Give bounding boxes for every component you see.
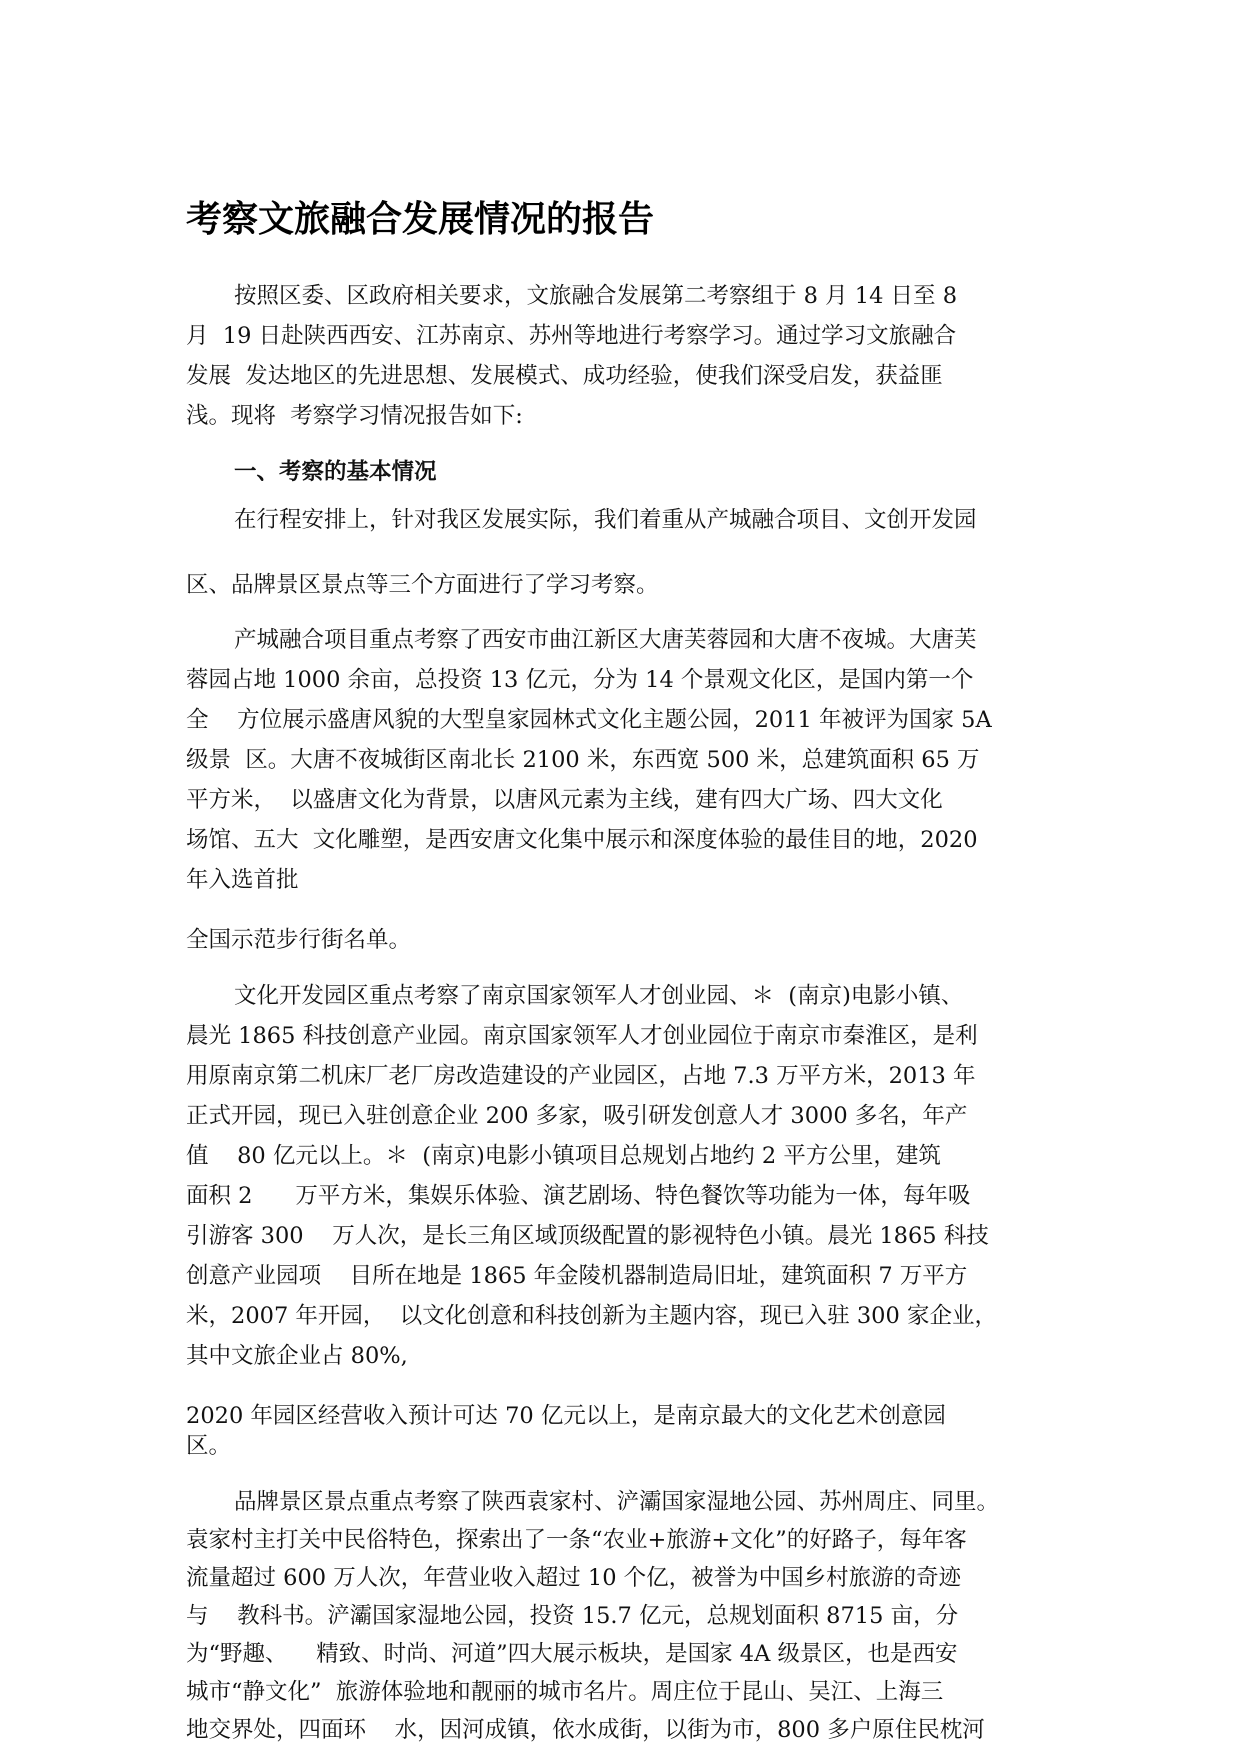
paragraph-line: 场馆、五大 文化雕塑，是西安唐文化集中展示和深度体验的最佳目的地，2020 xyxy=(186,827,978,853)
section-heading: 一、考察的基本情况 xyxy=(234,459,437,485)
paragraph-line: 2020 年园区经营收入预计可达 70 亿元以上，是南京最大的文化艺术创意园 xyxy=(186,1403,946,1429)
paragraph-line: 全 方位展示盛唐风貌的大型皇家园林式文化主题公园，2011 年被评为国家 5A xyxy=(186,707,992,733)
paragraph-line: 值 80 亿元以上。＊ (南京)电影小镇项目总规划占地约 2 平方公里，建筑 xyxy=(186,1143,941,1169)
paragraph-line: 年入选首批 xyxy=(186,867,299,893)
paragraph-line: 面积 2 万平方米，集娱乐体验、演艺剧场、特色餐饮等功能为一体，每年吸 xyxy=(186,1183,971,1209)
paragraph-line: 品牌景区景点重点考察了陕西袁家村、浐灞国家湿地公园、苏州周庄、同里。 xyxy=(234,1489,1000,1515)
paragraph-line: 文化开发园区重点考察了南京国家领军人才创业园、＊ (南京)电影小镇、 xyxy=(234,983,964,1009)
paragraph-line: 创意产业园项 目所在地是 1865 年金陵机器制造局旧址，建筑面积 7 万平方 xyxy=(186,1263,968,1289)
paragraph-line: 米，2007 年开园， 以文化创意和科技创新为主题内容，现已入驻 300 家企业， xyxy=(186,1303,997,1329)
paragraph-line: 流量超过 600 万人次，年营业收入超过 10 个亿，被誉为中国乡村旅游的奇迹 xyxy=(186,1565,962,1591)
paragraph-line: 区。 xyxy=(186,1433,232,1459)
paragraph-line: 用原南京第二机床厂老厂房改造建设的产业园区，占地 7.3 万平方米，2013 年 xyxy=(186,1063,976,1089)
paragraph-line: 其中文旅企业占 80%, xyxy=(186,1343,408,1369)
paragraph-line: 晨光 1865 科技创意产业园。南京国家领军人才创业园位于南京市秦淮区，是利 xyxy=(186,1023,978,1049)
paragraph-line: 发展 发达地区的先进思想、发展模式、成功经验，使我们深受启发，获益匪 xyxy=(186,363,943,389)
paragraph-line: 为“野趣、 精致、时尚、河道”四大展示板块，是国家 4A 级景区，也是西安 xyxy=(186,1641,958,1667)
paragraph-line: 浅。现将 考察学习情况报告如下: xyxy=(186,403,523,429)
paragraph-line: 按照区委、区政府相关要求，文旅融合发展第二考察组于 8 月 14 日至 8 xyxy=(234,283,958,309)
paragraph-line: 级景 区。大唐不夜城街区南北长 2100 米，东西宽 500 米，总建筑面积 65 万 xyxy=(186,747,980,773)
document-title: 考察文旅融合发展情况的报告 xyxy=(186,199,655,240)
paragraph-line: 袁家村主打关中民俗特色，探索出了一条“农业+旅游+文化”的好路子，每年客 xyxy=(186,1527,967,1553)
paragraph-line: 与 教科书。浐灞国家湿地公园，投资 15.7 亿元，总规划面积 8715 亩，分 xyxy=(186,1603,959,1629)
paragraph-line: 引游客 300 万人次，是长三角区域顶级配置的影视特色小镇。晨光 1865 科技 xyxy=(186,1223,989,1249)
paragraph-line: 蓉园占地 1000 余亩，总投资 13 亿元，分为 14 个景观文化区，是国内第一个 xyxy=(186,667,974,693)
paragraph-line: 在行程安排上，针对我区发展实际，我们着重从产城融合项目、文创开发园 xyxy=(234,507,977,533)
paragraph-line: 平方米， 以盛唐文化为背景，以唐风元素为主线，建有四大广场、四大文化 xyxy=(186,787,943,813)
paragraph-line: 正式开园，现已入驻创意企业 200 多家，吸引研发创意人才 3000 多名，年产 xyxy=(186,1103,968,1129)
paragraph-line: 地交界处，四面环 水，因河成镇，依水成街，以街为市，800 多户原住民枕河 xyxy=(186,1717,985,1743)
paragraph-line: 城市“静文化” 旅游体验地和靓丽的城市名片。周庄位于昆山、吴江、上海三 xyxy=(186,1679,944,1705)
paragraph-line: 全国示范步行街名单。 xyxy=(186,927,412,953)
paragraph-line: 区、品牌景区景点等三个方面进行了学习考察。 xyxy=(186,572,659,598)
paragraph-line: 产城融合项目重点考察了西安市曲江新区大唐芙蓉园和大唐不夜城。大唐芙 xyxy=(234,627,977,653)
paragraph-line: 月 19 日赴陕西西安、江苏南京、苏州等地进行考察学习。通过学习文旅融合 xyxy=(186,323,957,349)
